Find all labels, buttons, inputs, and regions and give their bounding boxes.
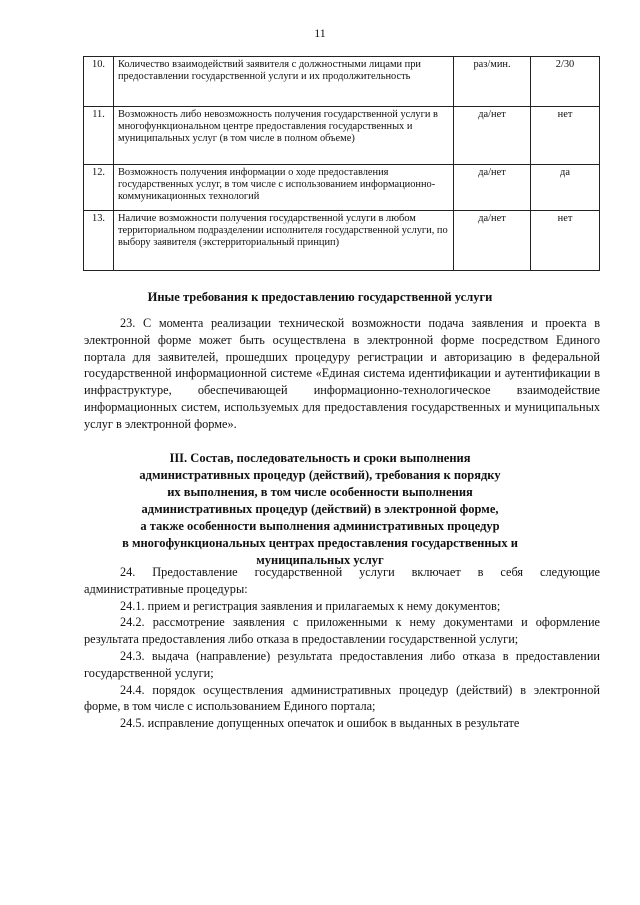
list-item: 24.1. прием и регистрация заявления и прилагаемых к нему документов; xyxy=(120,598,501,613)
paragraph-23 xyxy=(84,315,600,433)
table-row xyxy=(84,107,600,165)
row-number: 11. xyxy=(84,107,114,165)
heading-line: в многофункциональных центрах предоставления государственных и xyxy=(122,536,518,550)
row-number: 12. xyxy=(84,165,114,211)
row-description: Количество взаимодействий заявителя с должностными лицами при предоставлении государственной услуги и их продолжительность xyxy=(114,57,454,107)
row-unit: да/нет xyxy=(454,107,531,165)
row-value: да xyxy=(531,165,600,211)
table-row xyxy=(84,165,600,211)
row-unit: раз/мин. xyxy=(454,57,531,107)
row-number: 13. xyxy=(84,211,114,271)
row-value: нет xyxy=(531,211,600,271)
row-description: Наличие возможности получения государственной услуги в любом территориальном подразделении исполнителя государственной услуги, по выбору заявителя (экстерриториальный принцип) xyxy=(114,211,454,271)
section-heading-iii xyxy=(0,450,640,569)
heading-line: а также особенности выполнения административных процедур xyxy=(140,519,500,533)
list-item: 24.3. выдача (направление) результата предоставления либо отказа в предоставлении государственной услуги; xyxy=(84,648,600,680)
list-item: 24.4. порядок осуществления административных процедур (действий) в электронной форме, в том числе с использованием Единого портала; xyxy=(84,682,600,714)
heading-line: административных процедур (действий), требования к порядку xyxy=(139,468,501,482)
paragraph-24-intro: 24. Предоставление государственной услуги включает в себя следующие административные процедуры: xyxy=(84,565,600,596)
heading-line: муниципальных услуг xyxy=(256,553,384,567)
table-row xyxy=(84,57,600,107)
list-item: 24.2. рассмотрение заявления с приложенными к нему документами и оформление результата предоставления либо отказа в предоставлении государственной услуги; xyxy=(84,615,600,647)
row-number: 10. xyxy=(84,57,114,107)
row-value: нет xyxy=(531,107,600,165)
row-unit: да/нет xyxy=(454,211,531,271)
row-description: Возможность либо невозможность получения государственной услуги в многофункциональном центре предоставления государственных и муниципальных услуг (в том числе в полном объеме) xyxy=(114,107,454,165)
row-description: Возможность получения информации о ходе предоставления государственных услуг, в том числе с использованием информационно-коммуникационных технологий xyxy=(114,165,454,211)
page-number: 11 xyxy=(314,26,326,40)
paragraph-24 xyxy=(84,564,600,732)
paragraph-23-text: 23. С момента реализации технической возможности подача заявления и проекта в электронной форме может быть осуществлена в электронной форме посредством Единого портала для заявителей, прошедших процедуру регистрации и авторизацию в федеральной государственной информационной системе «Единая система идентификации и аутентификации в инфраструктуре, обеспечивающей информационно-технологическое взаимодействие информационных систем, используемых для предоставления государственных и муниципальных услуг в электронной форме». xyxy=(84,316,600,431)
section-heading-other-requirements: Иные требования к предоставлению государственной услуги xyxy=(147,290,493,304)
heading-line: их выполнения, в том числе особенности выполнения xyxy=(167,485,473,499)
list-item: 24.5. исправление допущенных опечаток и ошибок в выданных в результате xyxy=(120,716,520,731)
heading-line: административных процедур (действий) в электронной форме, xyxy=(141,502,499,516)
table-row xyxy=(84,211,600,271)
row-unit: да/нет xyxy=(454,165,531,211)
row-value: 2/30 xyxy=(531,57,600,107)
heading-line: III. Состав, последовательность и сроки выполнения xyxy=(169,451,471,465)
requirements-table xyxy=(83,56,600,271)
